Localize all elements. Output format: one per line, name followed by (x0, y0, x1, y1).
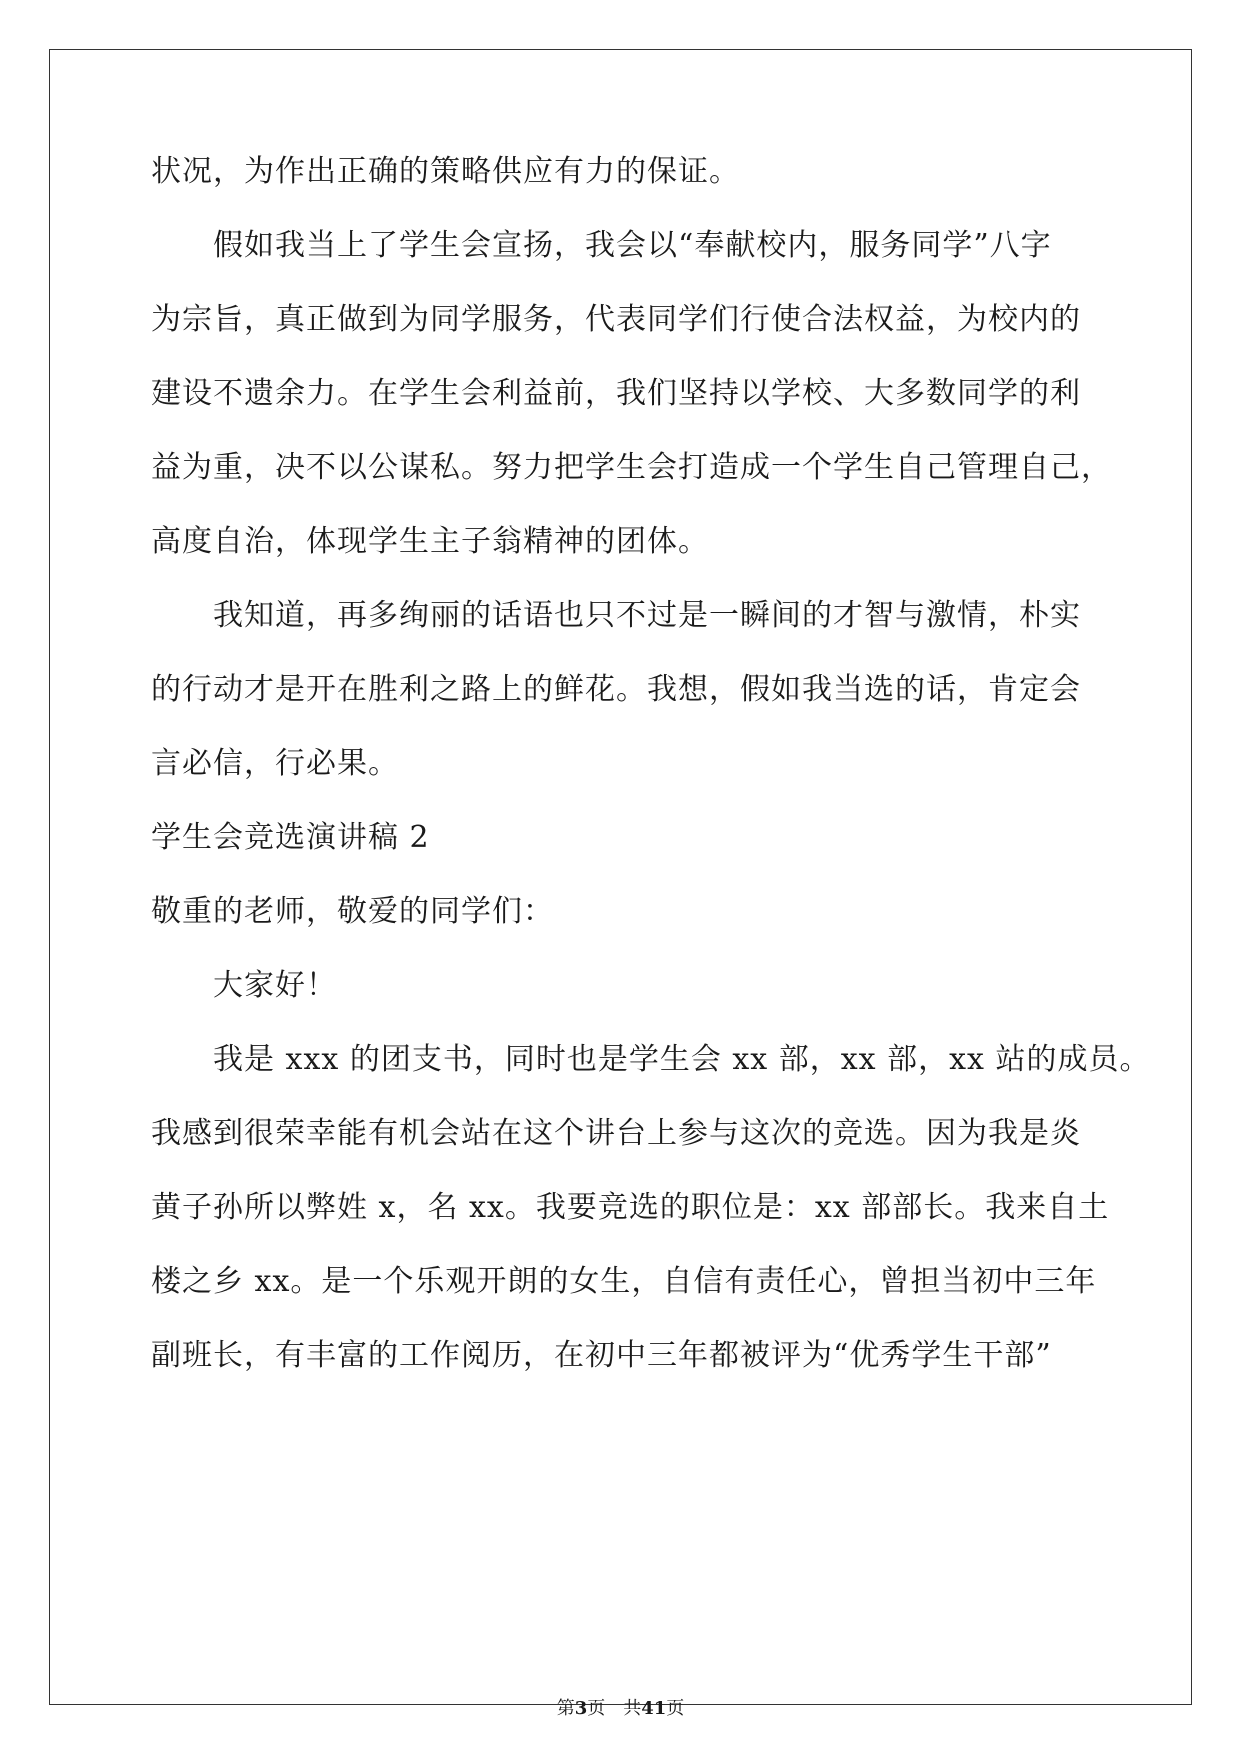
section-heading: 学生会竞选演讲稿 2 (151, 820, 430, 855)
paragraph-line: 我是 xxx 的团支书，同时也是学生会 xx 部，xx 部，xx 站的成员。 (213, 1042, 1151, 1077)
paragraph-line: 副班长，有丰富的工作阅历，在初中三年都被评为“优秀学生干部” (151, 1338, 1052, 1373)
page-number-footer (0, 1697, 1241, 1721)
current-page-number: 3 (574, 1698, 588, 1719)
page-middle-text: 页 共 (587, 1698, 642, 1719)
paragraph-line: 的行动才是开在胜利之路上的鲜花。我想，假如我当选的话，肯定会 (151, 672, 1081, 707)
paragraph-line: 黄子孙所以弊姓 x，名 xx。我要竞选的职位是：xx 部部长。我来自土 (151, 1190, 1110, 1225)
paragraph-line: 楼之乡 xx。是一个乐观开朗的女生，自信有责任心，曾担当初中三年 (151, 1264, 1097, 1299)
paragraph-line: 我知道，再多绚丽的话语也只不过是一瞬间的才智与激情，朴实 (213, 598, 1081, 633)
paragraph-line: 假如我当上了学生会宣扬，我会以“奉献校内，服务同学”八字 (213, 228, 1052, 263)
greeting: 大家好！ (213, 968, 337, 1003)
total-pages-number: 41 (641, 1698, 667, 1719)
page-suffix: 页 (666, 1698, 685, 1719)
paragraph-line: 我感到很荣幸能有机会站在这个讲台上参与这次的竞选。因为我是炎 (151, 1116, 1081, 1151)
paragraph-line: 高度自治，体现学生主子翁精神的团体。 (151, 524, 709, 559)
paragraph-line: 状况，为作出正确的策略供应有力的保证。 (151, 154, 740, 189)
paragraph-line: 言必信，行必果。 (151, 746, 399, 781)
page-border (49, 49, 1192, 1705)
paragraph-line: 建设不遗余力。在学生会利益前，我们坚持以学校、大多数同学的利 (151, 376, 1081, 411)
salutation: 敬重的老师，敬爱的同学们： (151, 894, 554, 929)
paragraph-line: 为宗旨，真正做到为同学服务，代表同学们行使合法权益，为校内的 (151, 302, 1081, 337)
page-prefix: 第 (556, 1698, 575, 1719)
paragraph-line: 益为重，决不以公谋私。努力把学生会打造成一个学生自己管理自己， (151, 450, 1112, 485)
